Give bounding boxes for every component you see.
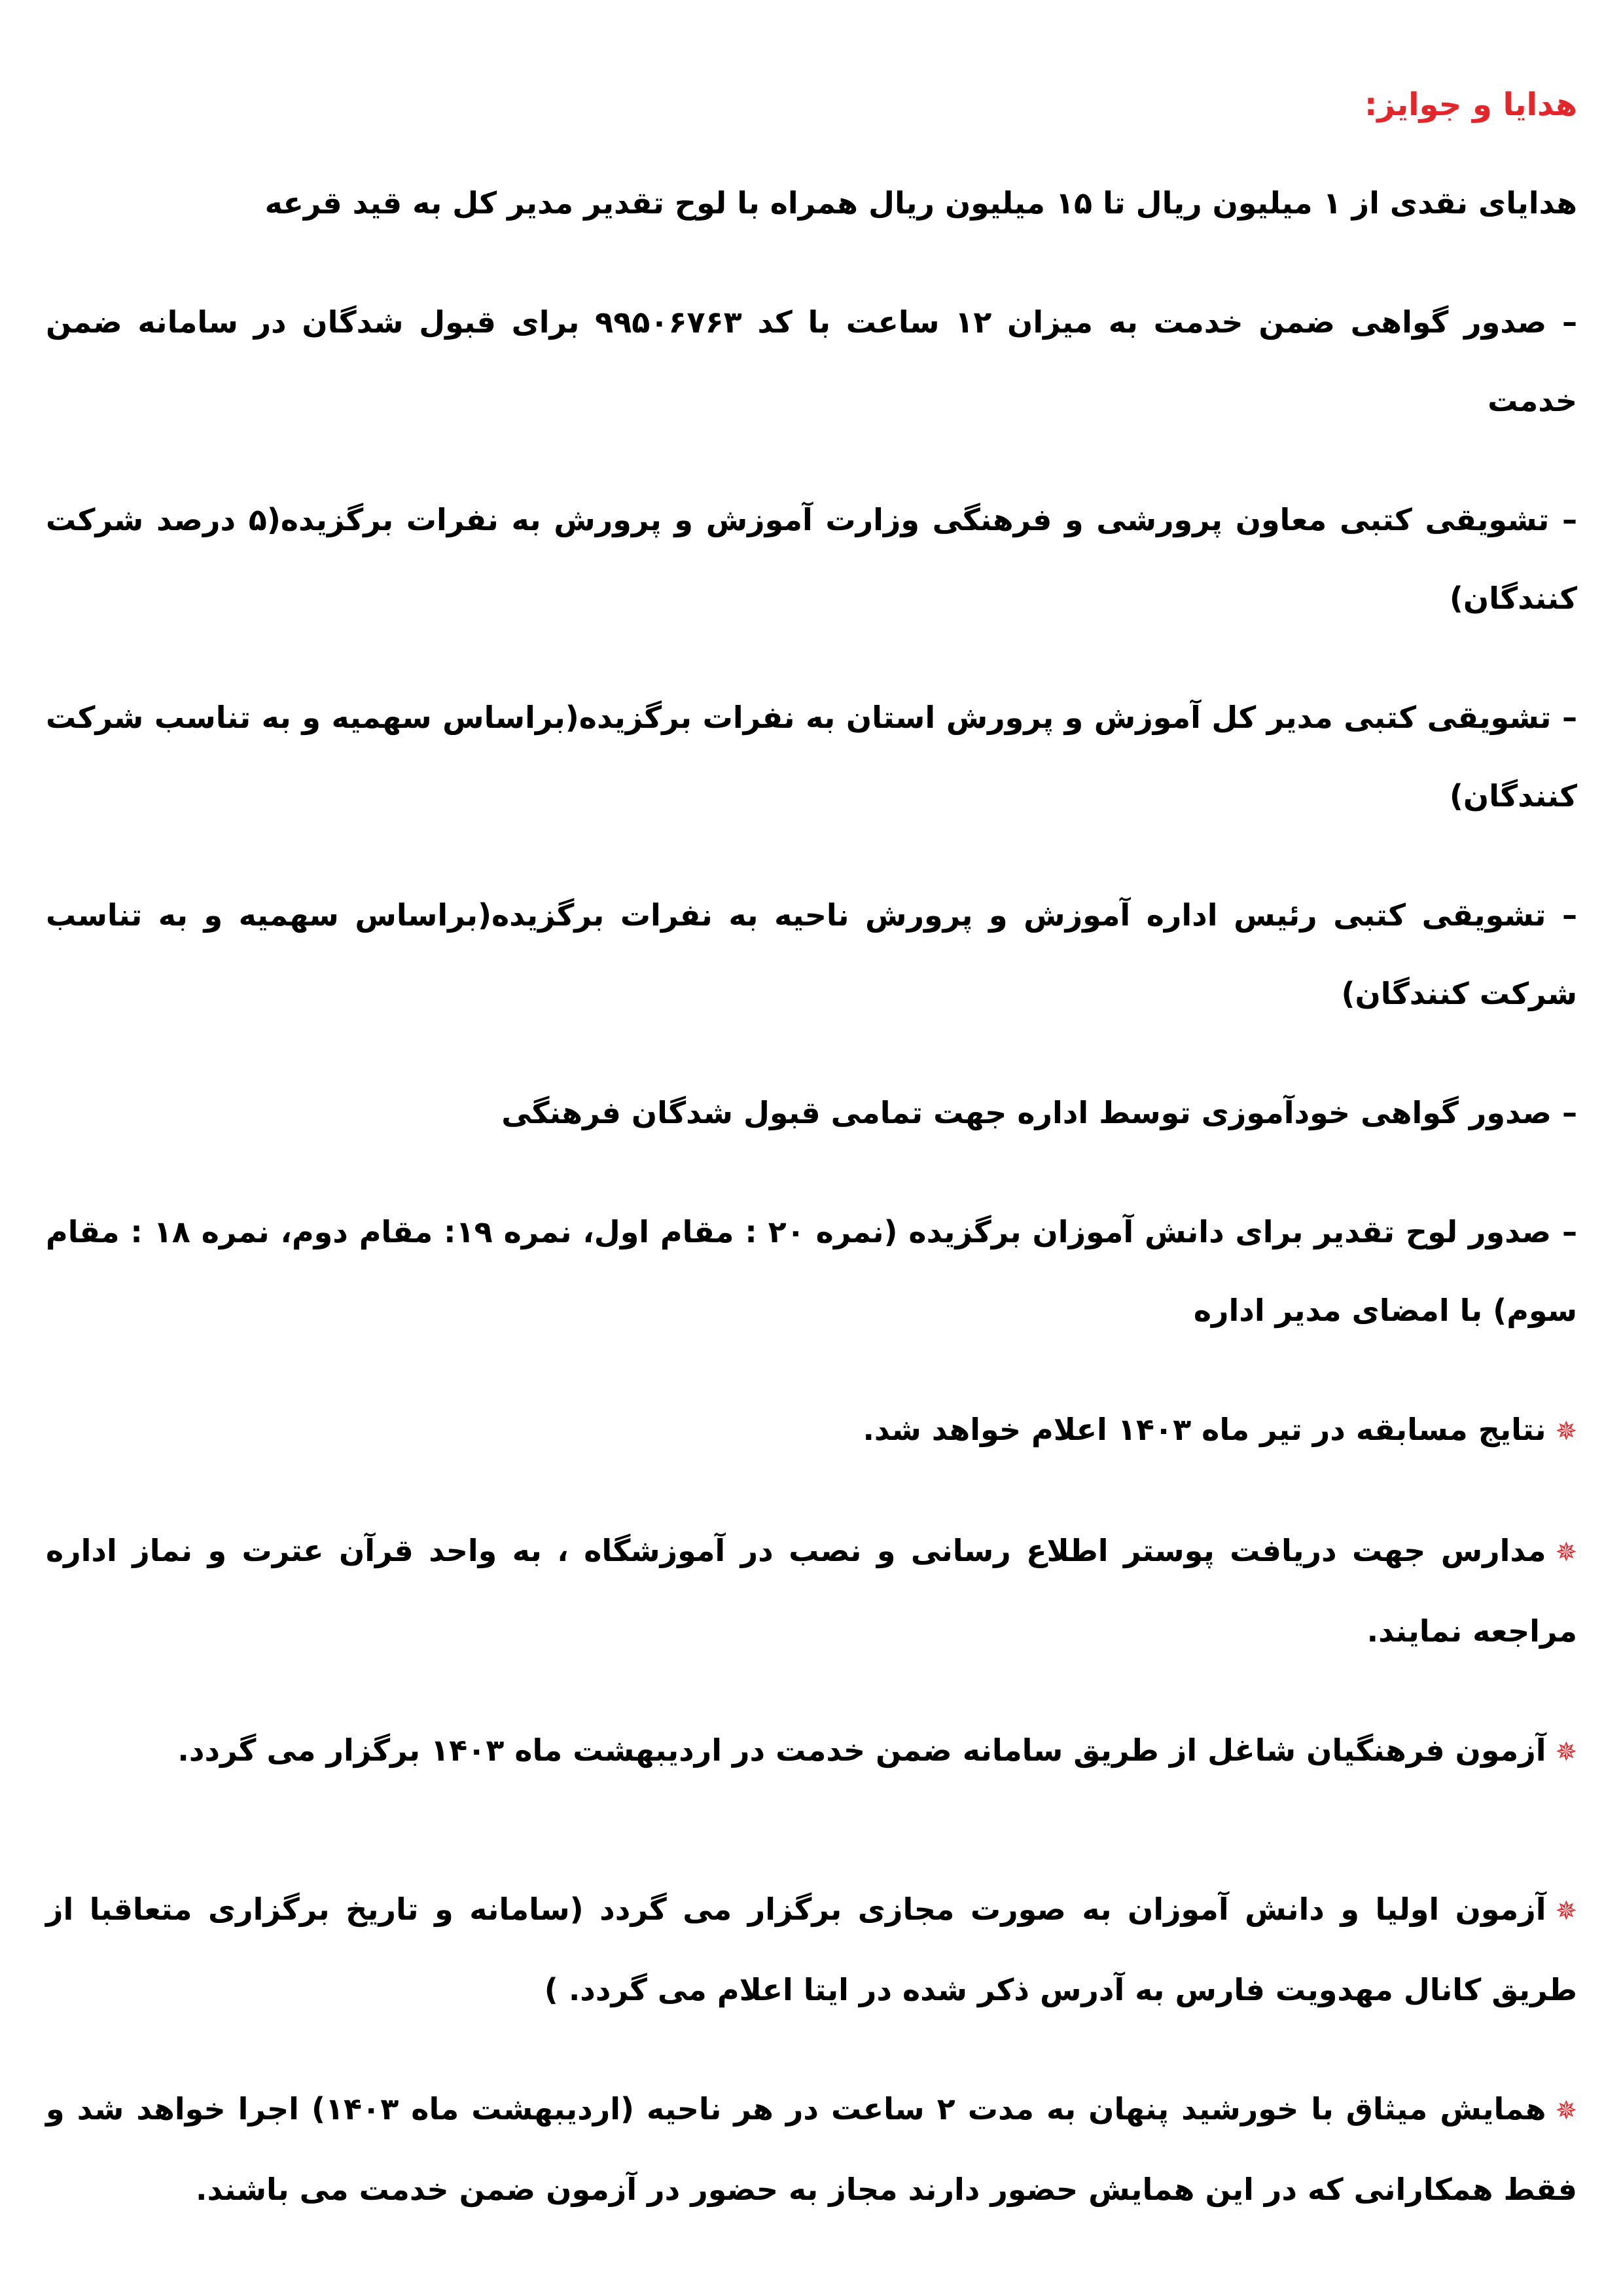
note-parent-student-exam bbox=[46, 1870, 1577, 2029]
prize-item-director-commendation: – تشویقی کتبی مدیر کل آموزش و پرورش استان به نفرات برگزیده(براساس سهمیه و به تناسب شرکت کنندگان) bbox=[46, 700, 1577, 814]
note-text: آزمون فرهنگیان شاغل از طریق سامانه ضمن خدمت در اردیبهشت ماه ۱۴۰۳ برگزار می گردد. bbox=[177, 1732, 1546, 1768]
note-text: همایش میثاق با خورشید پنهان به مدت ۲ ساعت در هر ناحیه (اردیبهشت ماه ۱۴۰۳) اجرا خواهد شد و فقط همکارانی که در این همایش حضور دارند مجاز به حضور در آزمون ضمن خدمت می باشند. bbox=[46, 2091, 1577, 2207]
prize-item-certificate: – صدور گواهی ضمن خدمت به میزان ۱۲ ساعت با کد ۹۹۵۰۶۷۶۳ برای قبول شدگان در سامانه ضمن خدمت bbox=[46, 304, 1577, 418]
note-text: مدارس جهت دریافت پوستر اطلاع رسانی و نصب در آموزشگاه ، به واحد قرآن عترت و نماز اداره مراجعه نمایند. bbox=[46, 1533, 1577, 1649]
star-bullet-icon: ✵ bbox=[1555, 2096, 1578, 2126]
document-body bbox=[46, 65, 1577, 2229]
star-bullet-icon: ✵ bbox=[1555, 1537, 1577, 1568]
prize-item-student-plaque: – صدور لوح تقدیر برای دانش آموزان برگزیده (نمره ۲۰ : مقام اول، نمره ۱۹: مقام دوم، نمره ۱۸ : مقام سوم) با امضای مدیر اداره bbox=[46, 1214, 1577, 1328]
star-bullet-icon: ✵ bbox=[1555, 1416, 1577, 1446]
note-text: آزمون اولیا و دانش آموزان به صورت مجازی برگزار می گردد (سامانه و تاریخ برگزاری متعاقبا از طریق کانال مهدویت فارس به آدرس ذکر شده در ایتا اعلام می گردد. ) bbox=[46, 1892, 1577, 2007]
note-teacher-exam bbox=[46, 1711, 1577, 1791]
star-bullet-icon: ✵ bbox=[1555, 1737, 1577, 1767]
star-bullet-icon: ✵ bbox=[1555, 1896, 1577, 1926]
note-conference bbox=[46, 2070, 1577, 2229]
note-results bbox=[46, 1390, 1577, 1471]
section-heading: هدایا و جوایز: bbox=[1364, 86, 1577, 123]
prize-item-cash: هدایای نقدی از ۱ میلیون ریال تا ۱۵ میلیون ریال همراه با لوح تقدیر مدیر کل به قید قرعه bbox=[264, 185, 1577, 221]
note-poster bbox=[46, 1511, 1577, 1670]
prize-item-ministry-commendation: – تشویقی کتبی معاون پرورشی و فرهنگی وزارت آموزش و پرورش به نفرات برگزیده(۵ درصد شرکت کنندگان) bbox=[46, 502, 1577, 616]
prize-item-selfstudy-certificate: – صدور گواهی خودآموزی توسط اداره جهت تمامی قبول شدگان فرهنگی bbox=[501, 1095, 1577, 1130]
note-text: نتایج مسابقه در تیر ماه ۱۴۰۳ اعلام خواهد شد. bbox=[863, 1412, 1546, 1447]
prize-item-district-commendation: – تشویقی کتبی رئیس اداره آموزش و پرورش ناحیه به نفرات برگزیده(براساس سهمیه و به تناسب شرکت کنندگان) bbox=[46, 897, 1577, 1011]
